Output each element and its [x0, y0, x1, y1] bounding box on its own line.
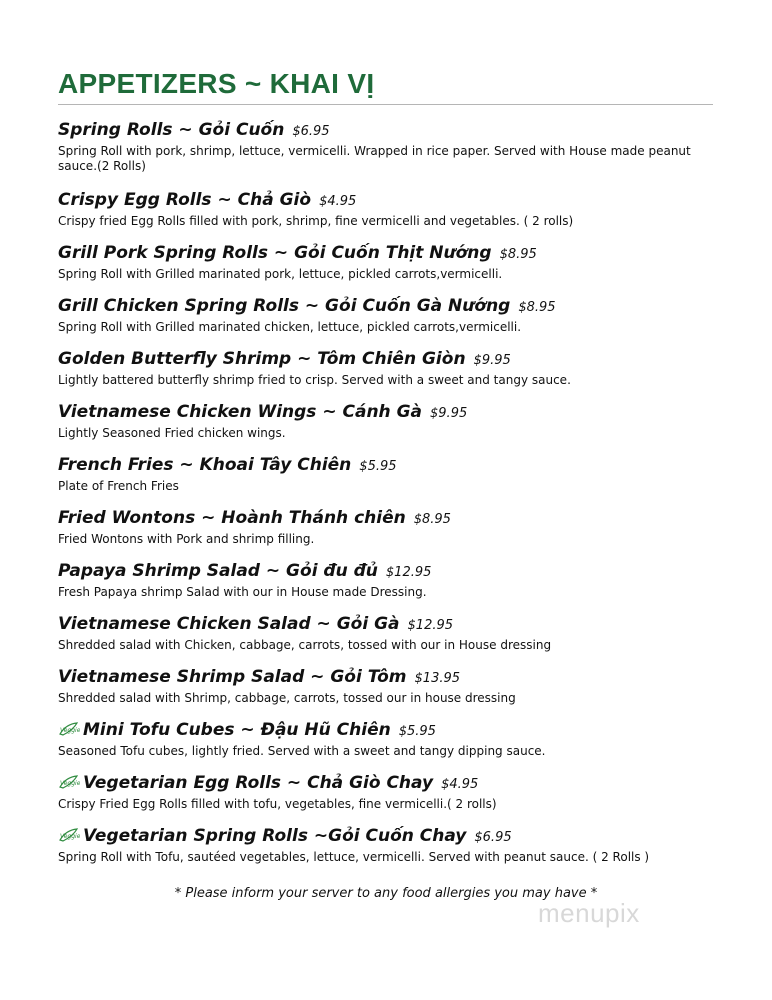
watermark: menupix: [538, 898, 640, 928]
menu-item-description: Lightly battered butterfly shrimp fried to crisp. Served with a sweet and tangy sauce.: [58, 373, 571, 387]
menu-item: [58, 769, 713, 812]
menu-item-name: Crispy Egg Rolls ~ Chả Giò: [58, 190, 312, 210]
veggie-icon: [58, 771, 80, 787]
menu-item-name: Grill Pork Spring Rolls ~ Gỏi Cuốn Thịt Nướng: [58, 243, 492, 263]
menu-item: [58, 239, 713, 282]
menu-item-name: Vegetarian Spring Rolls ~Gỏi Cuốn Chay: [83, 826, 467, 846]
menu-item-name: Papaya Shrimp Salad ~ Gỏi đu đủ: [58, 561, 378, 581]
menu-item-name: Grill Chicken Spring Rolls ~ Gỏi Cuốn Gà Nướng: [58, 296, 511, 316]
menu-item-name: Vietnamese Shrimp Salad ~ Gỏi Tôm: [58, 667, 407, 687]
menu-item-price: $5.95: [359, 459, 397, 474]
menu-item-price: $12.95: [385, 565, 432, 580]
menu-item-header: [58, 398, 713, 426]
menu-item-name: Fried Wontons ~ Hoành Thánh chiên: [58, 508, 406, 528]
menu-item-price: $6.95: [474, 830, 512, 845]
menu-item: [58, 451, 713, 494]
veggie-icon: [58, 718, 80, 734]
menu-item-price: $4.95: [319, 194, 357, 209]
menu-item-description: Plate of French Fries: [58, 479, 179, 493]
menu-item: [58, 663, 713, 706]
menu-item-name: Spring Rolls ~ Gỏi Cuốn: [58, 120, 285, 140]
menu-item-name: Vegetarian Egg Rolls ~ Chả Giò Chay: [83, 773, 434, 793]
menu-item-header: [58, 116, 713, 144]
menu-item-header: [58, 716, 713, 744]
menu-item-price: $9.95: [473, 353, 511, 368]
veggie-icon-label: Veggie: [60, 833, 80, 840]
menu-item-description: Spring Roll with Grilled marinated pork, lettuce, pickled carrots,vermicelli.: [58, 267, 503, 281]
menu-item-name: Mini Tofu Cubes ~ Đậu Hũ Chiên: [83, 720, 391, 740]
menu-item-name: Vietnamese Chicken Salad ~ Gỏi Gà: [58, 614, 400, 634]
menu-item-header: [58, 239, 713, 267]
menu-item-price: $12.95: [407, 618, 454, 633]
page-title: APPETIZERS ~ KHAI VỊ: [58, 68, 375, 99]
menu-item-name: Golden Butterfly Shrimp ~ Tôm Chiên Giòn: [58, 349, 466, 369]
menu-item-header: [58, 610, 713, 638]
menu-item-header: [58, 292, 713, 320]
veggie-icon-label: Veggie: [60, 780, 80, 787]
veggie-icon-label: Veggie: [60, 727, 80, 734]
menu-item-price: $8.95: [518, 300, 556, 315]
menu-item: [58, 116, 713, 174]
menu-item-description: Fresh Papaya shrimp Salad with our in House made Dressing.: [58, 585, 427, 599]
menu-item: [58, 292, 713, 335]
menu-item: [58, 610, 713, 653]
menu-item: [58, 504, 713, 547]
menu-item: [58, 345, 713, 388]
title-divider: [58, 104, 713, 105]
menu-item-description: Fried Wontons with Pork and shrimp filling.: [58, 532, 315, 546]
menu-item-header: [58, 504, 713, 532]
menu-item-header: [58, 663, 713, 691]
menu-item-header: [58, 557, 713, 585]
menu-item-header: [58, 769, 713, 797]
menu-item: [58, 186, 713, 229]
menu-item-description: Shredded salad with Shrimp, cabbage, carrots, tossed our in house dressing: [58, 691, 516, 705]
menu-item-price: $8.95: [413, 512, 451, 527]
menu-item-description: Crispy Fried Egg Rolls filled with tofu, vegetables, fine vermicelli.( 2 rolls): [58, 797, 497, 811]
menu-item: [58, 557, 713, 600]
menu-item-price: $8.95: [499, 247, 537, 262]
menu-item: [58, 822, 713, 865]
menu-item-header: [58, 186, 713, 214]
menu-item-header: [58, 451, 713, 479]
menu-item-name: French Fries ~ Khoai Tây Chiên: [58, 455, 352, 475]
menu-item-description: Lightly Seasoned Fried chicken wings.: [58, 426, 286, 440]
menu-item-description: Shredded salad with Chicken, cabbage, carrots, tossed with our in House dressing: [58, 638, 552, 652]
menu-item-description: Spring Roll with pork, shrimp, lettuce, vermicelli. Wrapped in rice paper. Served with House made peanut sauce.(2 Rolls): [58, 144, 691, 173]
menu-item: [58, 398, 713, 441]
menu-item-price: $13.95: [414, 671, 461, 686]
menu-item-description: Seasoned Tofu cubes, lightly fried. Served with a sweet and tangy dipping sauce.: [58, 744, 546, 758]
allergy-note: * Please inform your server to any food allergies you may have *: [174, 886, 598, 901]
menu-item-price: $5.95: [398, 724, 436, 739]
menu-item-header: [58, 345, 713, 373]
menu-item-price: $4.95: [441, 777, 479, 792]
menu-item-price: $6.95: [292, 124, 330, 139]
veggie-icon: [58, 824, 80, 840]
menu-item-description: Spring Roll with Tofu, sautéed vegetables, lettuce, vermicelli. Served with peanut sauce. ( 2 Rolls ): [58, 850, 650, 864]
menu-item-header: [58, 822, 713, 850]
menu-item-description: Crispy fried Egg Rolls filled with pork, shrimp, fine vermicelli and vegetables. ( 2 rolls): [58, 214, 574, 228]
menu-item-description: Spring Roll with Grilled marinated chicken, lettuce, pickled carrots,vermicelli.: [58, 320, 522, 334]
menu-item-name: Vietnamese Chicken Wings ~ Cánh Gà: [58, 402, 423, 422]
menu-item-price: $9.95: [430, 406, 468, 421]
menu-item: [58, 716, 713, 759]
